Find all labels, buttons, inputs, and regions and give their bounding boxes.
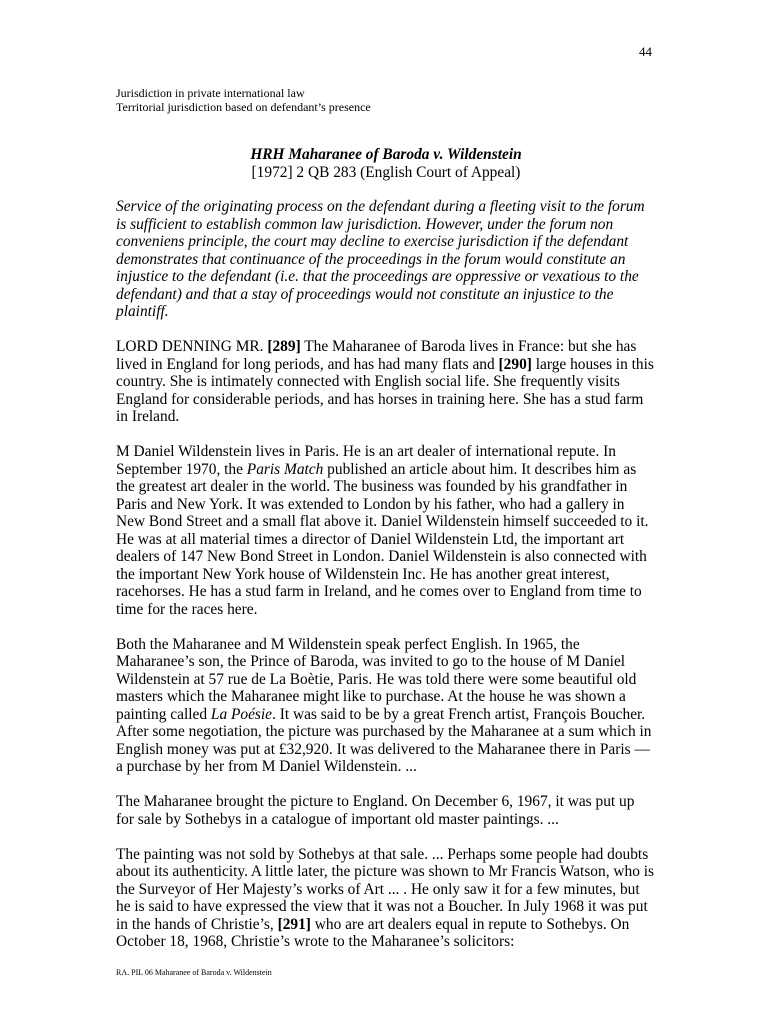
- speaker: LORD DENNING MR.: [116, 338, 264, 355]
- italic-term: Paris Match: [246, 460, 324, 478]
- case-citation: [1972] 2 QB 283 (English Court of Appeal): [251, 163, 521, 181]
- painting-title: La Poésie: [210, 705, 273, 723]
- header-line-2: Territorial jurisdiction based on defendant’s presence: [116, 100, 371, 114]
- document-body: [116, 146, 656, 968]
- header-line-1: Jurisdiction in private international law: [116, 86, 305, 100]
- case-summary: Service of the originating process on the defendant during a fleeting visit to the forum is sufficient to establish common law jurisdiction. However, under the forum non conveniens principle, the court may decline to exercise jurisdiction if the defendant demonstrates that continuance of the proceedings in the forum would constitute an injustice to the defendant (i.e. that the proceedings are oppressive or vexatious to the defendant) and that a stay of proceedings would not constitute an injustice to the plaintiff.: [116, 198, 645, 320]
- paragraph-5: The painting was not sold by Sothebys at that sale. ... Perhaps some people had doubts about its authenticity. A little later, the picture was shown to Mr Francis Watson, who is the Surveyor of Her Majesty’s works of Art ... . He only saw it for a few minutes, but he is said to have expressed the view that it was not a Boucher. In July 1968 it was put in the hands of Christie’s, [291] who are art dealers equal in repute to Sothebys. On October 18, 1968, Christie’s wrote to the Maharanee’s solicitors:: [116, 845, 655, 950]
- page-marker-290: [290]: [498, 355, 532, 373]
- paragraph-3: Both the Maharanee and M Wildenstein speak perfect English. In 1965, the Maharanee’s son, the Prince of Baroda, was invited to go to the house of M Daniel Wildenstein at 57 rue de La Boètie, Paris. He was told there were some beautiful old masters which the Maharanee might like to purchase. At the house he was shown a painting called La Poésie. It was said to be by a great French artist, François Boucher. After some negotiation, the picture was purchased by the Maharanee at a sum which in English money was put at £32,920. It was delivered to the Maharanee there in Paris —a purchase by her from M Daniel Wildenstein. ...: [116, 635, 652, 775]
- case-title: HRH Maharanee of Baroda v. Wildenstein: [250, 146, 522, 163]
- paragraph-4: The Maharanee brought the picture to England. On December 6, 1967, it was put up for sale by Sothebys in a catalogue of important old master paintings. ...: [116, 793, 635, 828]
- page-footer: RA. PIL 06 Maharanee of Baroda v. Wildenstein: [116, 968, 272, 977]
- paragraph-1: LORD DENNING MR. [289] The Maharanee of Baroda lives in France: but she has lived in England for long periods, and has had many flats and [290] large houses in this country. She is intimately connected with English social life. She frequently visits England for considerable periods, and has horses in training here. She has a stud farm in Ireland.: [116, 338, 654, 425]
- running-header: [116, 86, 371, 114]
- page-marker-289: [289]: [267, 338, 301, 355]
- page-marker-291: [291]: [277, 915, 311, 933]
- paragraph-2: M Daniel Wildenstein lives in Paris. He is an art dealer of international repute. In September 1970, the Paris Match published an article about him. It describes him as the greatest art dealer in the world. The business was founded by his grandfather in Paris and New York. It was extended to London by his father, who had a gallery in New Bond Street and a small flat above it. Daniel Wildenstein himself succeeded to it. He was at all material times a director of Daniel Wildenstein Ltd, the important art dealers of 147 New Bond Street in London. Daniel Wildenstein is also connected with the important New York house of Wildenstein Inc. He has another great interest, racehorses. He has a stud farm in Ireland, and he comes over to England from time to time for the races here.: [116, 443, 649, 618]
- page-number: 44: [639, 44, 652, 59]
